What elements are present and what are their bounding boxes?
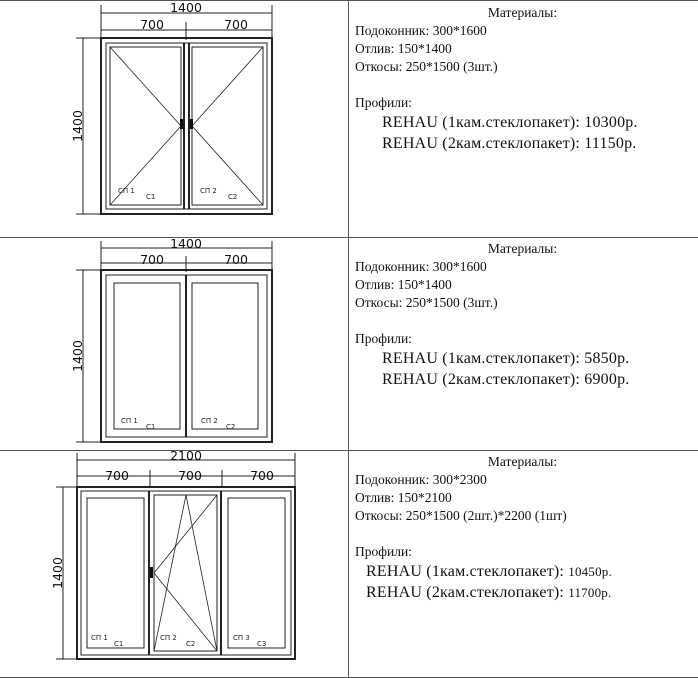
sash-label: СП 2 xyxy=(200,187,217,195)
profile-price: 5850р. xyxy=(584,350,630,367)
sash-label: СП 1 xyxy=(121,417,138,425)
dim-right: 700 xyxy=(224,17,248,32)
dim-height: 1400 xyxy=(70,110,85,142)
dim-right: 700 xyxy=(250,468,274,483)
sash-code: С3 xyxy=(257,640,267,648)
dim-total: 2100 xyxy=(170,450,202,463)
profile-price: 6900р. xyxy=(584,371,630,388)
profile-price: 11700р. xyxy=(568,585,612,600)
window-row-2 xyxy=(0,237,698,450)
handle-icon xyxy=(150,567,153,578)
window-drawing-2 xyxy=(0,237,348,450)
profiles-title: Профили: xyxy=(355,95,412,110)
profile-label: REHAU (1кам.стеклопакет): xyxy=(382,114,581,131)
profile-label: REHAU (1кам.стеклопакет): xyxy=(382,350,581,367)
dim-left: 700 xyxy=(140,17,164,32)
profiles-title: Профили: xyxy=(355,544,412,559)
dim-left: 700 xyxy=(140,252,164,267)
profile-option xyxy=(355,133,695,154)
sash-label: СП 3 xyxy=(233,634,250,642)
window-info-1 xyxy=(355,4,695,154)
profile-price: 10300р. xyxy=(584,114,638,131)
materials-line: Подоконник: 300*2300 xyxy=(355,472,487,487)
materials-line: Подоконник: 300*1600 xyxy=(355,23,487,38)
dim-total: 1400 xyxy=(170,0,202,15)
sash-code: С1 xyxy=(146,193,156,201)
materials-line: Отлив: 150*2100 xyxy=(355,490,452,505)
profile-price: 11150р. xyxy=(584,135,637,152)
dim-height: 1400 xyxy=(50,557,65,589)
sash-code: С2 xyxy=(186,640,196,648)
dim-middle: 700 xyxy=(178,468,202,483)
window-drawing-3 xyxy=(0,450,348,677)
profile-option xyxy=(355,582,695,603)
materials-line: Откосы: 250*1500 (2шт.)*2200 (1шт) xyxy=(355,508,567,523)
materials-line: Откосы: 250*1500 (3шт.) xyxy=(355,295,498,310)
materials-title: Материалы: xyxy=(487,241,558,256)
profile-label: REHAU (1кам.стеклопакет): xyxy=(366,563,565,580)
sash-code: С1 xyxy=(146,423,156,431)
materials-line: Отлив: 150*1400 xyxy=(355,41,452,56)
dim-height: 1400 xyxy=(70,340,85,372)
sash-code: С1 xyxy=(114,640,124,648)
window-row-1 xyxy=(0,0,698,237)
sash-code: С2 xyxy=(226,423,236,431)
profile-label: REHAU (2кам.стеклопакет): xyxy=(382,371,581,388)
window-row-3 xyxy=(0,450,698,677)
materials-line: Подоконник: 300*1600 xyxy=(355,259,487,274)
materials-title: Материалы: xyxy=(487,5,558,20)
handle-icon xyxy=(180,119,183,129)
window-info-3 xyxy=(355,453,695,603)
window-info-2 xyxy=(355,240,695,390)
profile-label: REHAU (2кам.стеклопакет): xyxy=(366,584,565,601)
materials-line: Отлив: 150*1400 xyxy=(355,277,452,292)
sash-label: СП 2 xyxy=(201,417,218,425)
profile-option xyxy=(355,348,695,369)
sash-code: С2 xyxy=(228,193,238,201)
profile-label: REHAU (2кам.стеклопакет): xyxy=(382,135,581,152)
handle-icon xyxy=(190,119,193,129)
dim-total: 1400 xyxy=(170,237,202,251)
profile-option xyxy=(355,369,695,390)
dim-left: 700 xyxy=(105,468,129,483)
dim-right: 700 xyxy=(224,252,248,267)
profiles-title: Профили: xyxy=(355,331,412,346)
sash-label: СП 2 xyxy=(160,634,177,642)
sash-label: СП 1 xyxy=(118,187,135,195)
sash-label: СП 1 xyxy=(91,634,108,642)
materials-title: Материалы: xyxy=(487,454,558,469)
profile-option xyxy=(355,561,695,582)
profile-price: 10450р. xyxy=(568,564,612,579)
window-drawing-1 xyxy=(0,0,348,237)
materials-line: Откосы: 250*1500 (3шт.) xyxy=(355,59,498,74)
profile-option xyxy=(355,112,695,133)
